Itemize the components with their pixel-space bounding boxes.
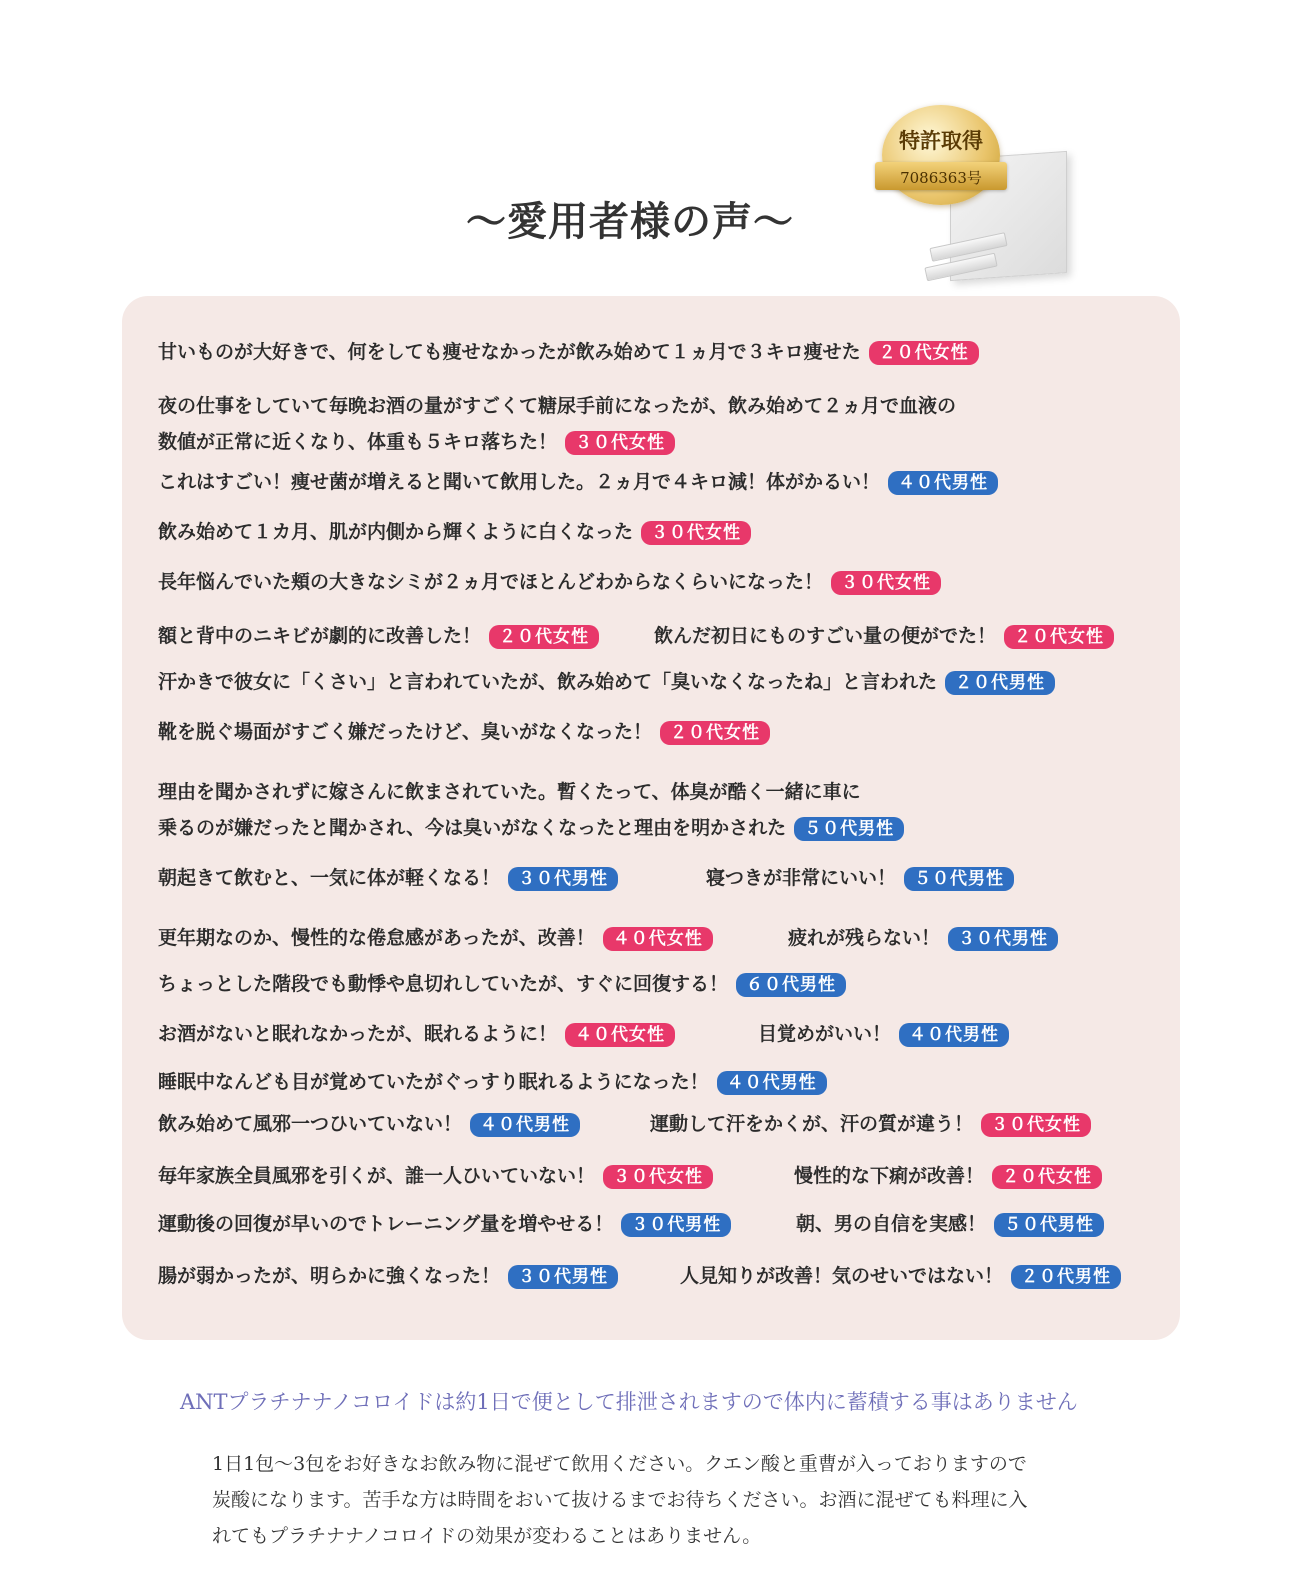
testimonial-text-line: 乗るのが嫌だったと聞かされ、今は臭いがなくなったと理由を明かされた	[158, 817, 787, 839]
patent-label: 特許取得	[899, 129, 983, 153]
testimonial-row	[158, 1112, 1082, 1137]
testimonial-item	[158, 520, 751, 545]
testimonial-item	[788, 926, 1058, 951]
testimonial-text: 飲み始めて風邪一つひいていない！	[158, 1113, 463, 1136]
testimonial-item	[158, 1022, 675, 1047]
demographic-tag: ３０代女性	[565, 431, 675, 455]
testimonial-text: 理由を聞かされずに嫁さんに飲まされていた。暫くたって、体臭が酷く一緒に車に	[158, 781, 861, 803]
demographic-tag: ４０代女性	[603, 927, 713, 951]
testimonial-text: 疲れが残らない！	[788, 927, 941, 949]
testimonial-text: 人見知りが改善！気のせいではない！	[680, 1265, 1004, 1287]
testimonial-row	[158, 1212, 1095, 1237]
testimonial-item	[158, 972, 846, 997]
testimonial-row	[158, 520, 751, 545]
testimonial-row	[158, 926, 1049, 951]
patent-badge	[870, 100, 1080, 285]
demographic-tag: ２０代女性	[992, 1165, 1102, 1189]
demographic-tag: ２０代女性	[660, 721, 770, 745]
usage-line: 1日1包～3包をお好きなお飲み物に混ぜて飲用ください。クエン酸と重曹が入っておりますので	[212, 1453, 1027, 1475]
testimonial-item	[680, 1264, 1121, 1289]
testimonial-text-line: 数値が正常に近くなり、体重も５キロ落ちた！	[158, 431, 558, 453]
testimonial-text: 長年悩んでいた頬の大きなシミが２ヵ月でほとんどわからなくらいになった！	[158, 571, 824, 594]
demographic-tag: ６０代男性	[736, 973, 846, 997]
testimonial-row	[158, 470, 998, 495]
testimonial-item	[158, 670, 1055, 695]
demographic-tag: ２０代女性	[869, 341, 979, 365]
testimonial-item	[158, 1164, 713, 1189]
testimonial-item	[158, 926, 713, 951]
demographic-tag: ３０代女性	[603, 1165, 713, 1189]
testimonial-row	[158, 972, 846, 997]
testimonial-item	[158, 340, 979, 365]
testimonial-row	[158, 624, 1105, 649]
testimonial-text: 飲み始めて１カ月、肌が内側から輝くように白くなった	[158, 521, 634, 544]
testimonial-item	[158, 866, 618, 891]
testimonial-row	[158, 1070, 827, 1095]
demographic-tag: ２０代女性	[1004, 625, 1114, 649]
demographic-tag: ４０代男性	[888, 471, 998, 495]
demographic-tag: ４０代男性	[470, 1113, 580, 1137]
testimonial-text: 睡眠中なんども目が覚めていたがぐっすり眠れるようになった！	[158, 1071, 709, 1094]
testimonial-text: ちょっとした階段でも動悸や息切れしていたが、すぐに回復する！	[158, 973, 729, 996]
demographic-tag: ３０代男性	[508, 867, 618, 891]
testimonial-item	[158, 1212, 731, 1237]
demographic-tag: ３０代女性	[641, 521, 751, 545]
demographic-tag: ３０代男性	[621, 1213, 731, 1237]
testimonial-item	[158, 1264, 618, 1289]
testimonial-text: 額と背中のニキビが劇的に改善した！	[158, 625, 482, 648]
testimonial-item	[158, 1070, 827, 1095]
testimonial-row	[158, 1022, 1000, 1047]
testimonial-item	[158, 570, 941, 595]
demographic-tag: ２０代男性	[945, 671, 1055, 695]
demographic-tag: ４０代女性	[565, 1023, 675, 1047]
testimonial-text: 更年期なのか、慢性的な倦怠感があったが、改善！	[158, 927, 595, 950]
demographic-tag: ２０代女性	[489, 625, 599, 649]
testimonial-text: 慢性的な下痢が改善！	[794, 1165, 985, 1187]
testimonial-item	[158, 470, 998, 495]
testimonial-row	[158, 1164, 1093, 1189]
testimonial-text: これはすごい！痩せ菌が増えると聞いて飲用した。２ヵ月で４キロ減！体がかるい！	[158, 471, 881, 494]
testimonial-item	[758, 1022, 1009, 1047]
testimonial-text: 寝つきが非常にいい！	[706, 867, 897, 889]
testimonial-row	[158, 670, 1055, 695]
testimonial-row	[158, 340, 979, 365]
testimonial-text	[158, 810, 904, 846]
testimonial-row	[158, 570, 941, 595]
testimonial-row	[158, 720, 770, 745]
testimonial-text: 運動後の回復が早いのでトレーニング量を増やせる！	[158, 1213, 614, 1236]
testimonial-text: 朝、男の自信を実感！	[796, 1213, 987, 1235]
demographic-tag: ５０代男性	[904, 867, 1014, 891]
demographic-tag: ３０代男性	[948, 927, 1058, 951]
testimonial-item	[796, 1212, 1104, 1237]
testimonial-item	[158, 1112, 580, 1137]
demographic-tag: ５０代男性	[794, 817, 904, 841]
testimonial-item	[706, 866, 1014, 891]
testimonial-item	[158, 624, 599, 649]
testimonial-item	[158, 720, 770, 745]
testimonial-row	[158, 388, 956, 460]
testimonial-text: 目覚めがいい！	[758, 1023, 892, 1045]
demographic-tag: ４０代男性	[899, 1023, 1009, 1047]
testimonial-text: 飲んだ初日にものすごい量の便がでた！	[654, 625, 997, 647]
demographic-tag: ５０代男性	[994, 1213, 1104, 1237]
usage-instructions	[212, 1446, 1092, 1554]
page-title: ～愛用者様の声～	[466, 199, 794, 245]
testimonial-item	[654, 624, 1114, 649]
patent-number: 7086363号	[900, 169, 982, 187]
testimonial-row	[158, 1264, 1112, 1289]
testimonial-item	[794, 1164, 1102, 1189]
testimonial-row	[158, 866, 1005, 891]
testimonial-text: 腸が弱かったが、明らかに強くなった！	[158, 1265, 501, 1288]
patent-ribbon	[875, 162, 1007, 190]
patent-medal	[882, 105, 1000, 205]
testimonial-text: 運動して汗をかくが、汗の質が違う！	[650, 1113, 974, 1135]
testimonial-text: 靴を脱ぐ場面がすごく嫌だったけど、臭いがなくなった！	[158, 721, 653, 744]
usage-line: 炭酸になります。苦手な方は時間をおいて抜けるまでお待ちください。お酒に混ぜても料理に入	[212, 1489, 1028, 1511]
demographic-tag: ３０代男性	[508, 1265, 618, 1289]
testimonial-text: 甘いものが大好きで、何をしても痩せなかったが飲み始めて１ヵ月で３キロ痩せた	[158, 341, 861, 364]
testimonial-text: 毎年家族全員風邪を引くが、誰一人ひいていない！	[158, 1165, 596, 1188]
demographic-tag: ３０代女性	[981, 1113, 1091, 1137]
testimonial-text	[158, 424, 956, 460]
demographic-tag: ３０代女性	[831, 571, 941, 595]
usage-line: れてもプラチナナノコロイドの効果が変わることはありません。	[212, 1525, 762, 1547]
demographic-tag: ２０代男性	[1011, 1265, 1121, 1289]
testimonial-text: 夜の仕事をしていて毎晩お酒の量がすごくて糖尿手前になったが、飲み始めて２ヵ月で血液の	[158, 395, 957, 417]
demographic-tag: ４０代男性	[717, 1071, 827, 1095]
excretion-note: ANTプラチナナノコロイドは約1日で便として排泄されますので体内に蓄積する事はありません	[180, 1390, 1078, 1414]
testimonial-item	[650, 1112, 1091, 1137]
testimonial-row	[158, 774, 904, 846]
testimonial-text: お酒がないと眠れなかったが、眠れるように！	[158, 1023, 558, 1046]
testimonial-text: 汗かきで彼女に「くさい」と言われていたが、飲み始めて「臭いなくなったね」と言われた	[158, 671, 938, 694]
testimonial-text: 朝起きて飲むと、一気に体が軽くなる！	[158, 867, 501, 890]
